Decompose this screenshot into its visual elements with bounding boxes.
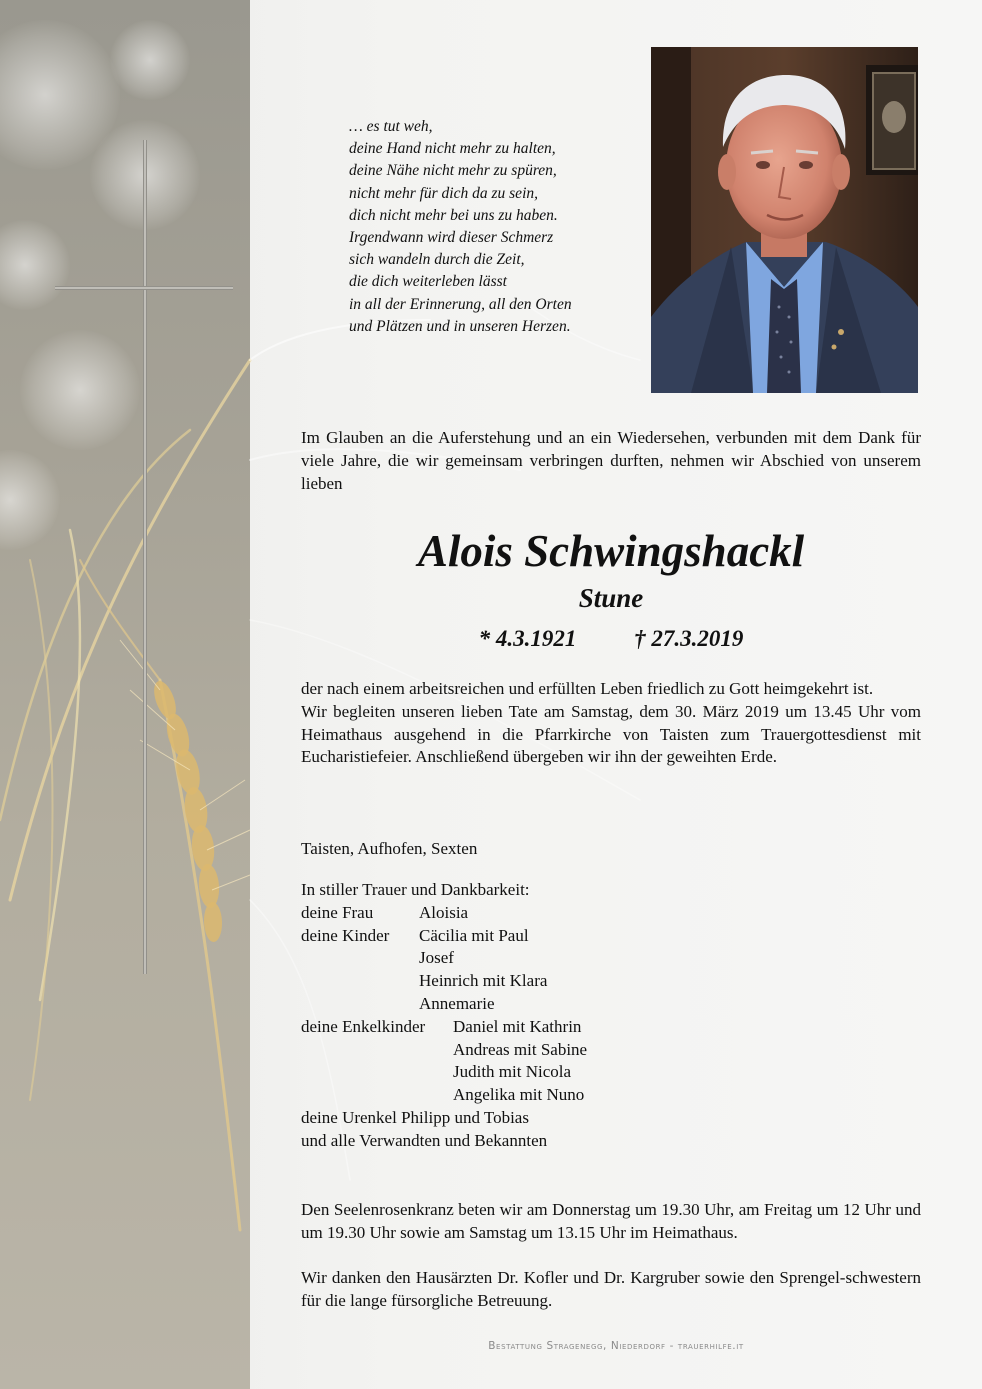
deceased-name: Alois Schwingshackl [417, 526, 805, 576]
mourner-row [301, 1107, 921, 1130]
mourner-label: deine Kinder [301, 925, 390, 945]
mourner-name: Daniel mit Kathrin [453, 1016, 582, 1036]
mourner-row [301, 925, 921, 948]
mourner-row [301, 947, 921, 970]
funeral-home-footer: Bestattung Stragenegg, Niederdorf - trauerhilfe.it [488, 1340, 744, 1352]
life-dates [301, 624, 921, 654]
mourner-row [301, 970, 921, 993]
poem-line: die dich weiterleben lässt [349, 273, 507, 291]
birth-date: * 4.3.1921 [478, 626, 577, 651]
mourner-label: und alle Verwandten und Bekannten [301, 1130, 548, 1150]
mourner-row [301, 993, 921, 1016]
deceased-nickname: Stune [578, 583, 644, 613]
mourner-row [301, 1061, 921, 1084]
poem-line: in all der Erinnerung, all den Orten [349, 295, 572, 313]
poem [349, 116, 572, 338]
mourners-heading: In stiller Trauer und Dankbarkeit: [301, 880, 530, 899]
cross-vertical-bar [143, 140, 147, 974]
announcement-text [301, 678, 921, 769]
poem-line: nicht mehr für dich da zu sein, [349, 184, 538, 202]
portrait-photo [651, 47, 918, 393]
cross-horizontal-bar [55, 286, 233, 290]
mourners-list [301, 879, 921, 1153]
mourner-name: Heinrich mit Klara [419, 971, 548, 991]
poem-line: deine Nähe nicht mehr zu spüren, [349, 162, 557, 180]
mourner-label: deine Frau [301, 902, 374, 922]
announcement-paragraph: der nach einem arbeitsreichen und erfüllten Leben friedlich zu Gott heimgekehrt ist. [301, 679, 874, 698]
poem-line: deine Hand nicht mehr zu halten, [349, 140, 556, 158]
poem-line: … es tut weh, [349, 118, 433, 135]
poem-line: dich nicht mehr bei uns zu haben. [349, 206, 558, 224]
places: Taisten, Aufhofen, Sexten [301, 839, 478, 858]
thanks-notice: Wir danken den Hausärzten Dr. Kofler und Dr. Kargruber sowie den Sprengel-schwestern für die lange fürsorgliche Betreuung. [301, 1268, 921, 1310]
mourner-name: Cäcilia mit Paul [419, 925, 529, 945]
mourner-label: deine Enkelkinder [301, 1016, 426, 1036]
mourner-row [301, 1039, 921, 1062]
mourner-name: Judith mit Nicola [453, 1062, 572, 1082]
mourner-name: Angelika mit Nuno [453, 1085, 585, 1105]
mourner-name: Aloisia [419, 902, 469, 922]
mourner-row [301, 1084, 921, 1107]
rosary-notice: Den Seelenrosenkranz beten wir am Donnerstag um 19.30 Uhr, am Freitag um 12 Uhr und um 19.30 Uhr sowie am Samstag um 13.15 Uhr im Heimathaus. [301, 1200, 921, 1242]
death-date: † 27.3.2019 [634, 626, 744, 651]
mourner-name: Andreas mit Sabine [453, 1039, 588, 1059]
poem-line: sich wandeln durch die Zeit, [349, 251, 525, 269]
mourner-row [301, 902, 921, 925]
mourner-row [301, 1130, 921, 1153]
poem-line: Irgendwann wird dieser Schmerz [349, 229, 554, 247]
funeral-details-paragraph: Wir begleiten unseren lieben Tate am Samstag, dem 30. März 2019 um 13.45 Uhr vom Heimathaus ausgehend in die Pfarrkirche von Taisten zum Trauergottesdienst mit Eucharistiefeier. Anschließend übergeben wir ihn der geweihten Erde. [301, 701, 921, 767]
mourner-row [301, 1016, 921, 1039]
intro-text: Im Glauben an die Auferstehung und an ein Wiedersehen, verbunden mit dem Dank für viele Jahre, die wir gemeinsam verbringen durften, nehmen wir Abschied von unserem lieben [301, 428, 921, 493]
mourner-name: Josef [419, 948, 454, 968]
mourner-name: Annemarie [419, 993, 495, 1013]
portrait-illustration [651, 47, 918, 393]
mourner-label: deine Urenkel Philipp und Tobias [301, 1107, 529, 1127]
poem-line: und Plätzen und in unseren Herzen. [349, 317, 571, 335]
